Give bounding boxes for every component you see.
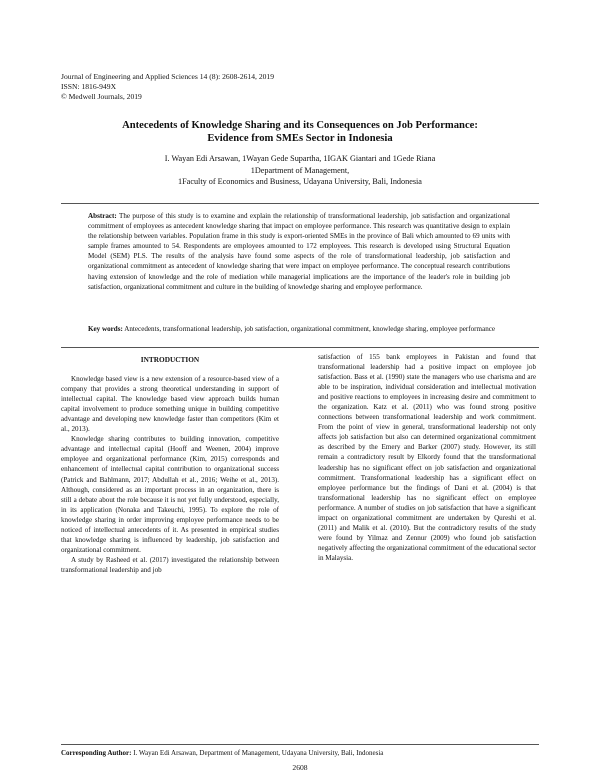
keywords-text: Antecedents, transformational leadership, job satisfaction, organizational commitment, knowledge sharing, employee performance bbox=[124, 325, 496, 333]
corresponding-author-text: I. Wayan Edi Arsawan, Department of Management, Udayana University, Bali, Indonesia bbox=[133, 749, 384, 757]
corresponding-author-label: Corresponding Author: bbox=[61, 749, 132, 757]
paper-title-line1: Antecedents of Knowledge Sharing and its Consequences on Job Performance: bbox=[122, 120, 478, 131]
keywords bbox=[88, 324, 510, 334]
journal-header bbox=[61, 72, 274, 102]
paragraph: Knowledge based view is a new extension of a resource-based view of a company that provides a strong theoretical understanding in support of intellectual capital. The knowledge based view approach builds human capital involvement to produce something unique in building competitive advantage and developing new knowledge faster than competitors (Kim et al., 2013). bbox=[61, 375, 279, 434]
paper-title-line2: Evidence from SMEs Sector in Indonesia bbox=[207, 132, 393, 144]
body-column-left bbox=[61, 352, 279, 575]
page-number: 2608 bbox=[292, 763, 308, 772]
divider-keywords bbox=[61, 347, 539, 348]
paper-title bbox=[70, 120, 530, 145]
divider-footer bbox=[61, 744, 539, 745]
paragraph: A study by Rasheed et al. (2017) investigated the relationship between transformational leadership and job bbox=[61, 555, 279, 574]
paragraph: satisfaction of 155 bank employees in Pakistan and found that transformational leadership had a positive impact on employee job satisfaction. Bass et al. (1990) state the managers who use charisma and are able to be inspiration, individual consideration and intellectual motivation and positive reactions to employees in increasing desire and commitment to the organization. Katz et al. (2011) who was found strong positive connections between transformational leadership and work commitment. From the point of view in general, transformational leadership not only affects job satisfaction but also can determined organizational commitment as described by the Emery and Barker (2007) study. However, its still remain a contradictory result by Elkordy found that the transformational leadership has no significant effect on job satisfaction and organizational commitment. Transformational leadership has a significant effect on employee performance but the findings of Dani et al. (2004) is that transformational leadership has no significant effect on employee performance. A number of studies on job satisfaction that have a significant impact on organizational commitment are undertaken by Qureshi et al. (2011) and Malik et al. (2010). But the contradictory results of the study were found by Yilmaz and Zennur (2009) who found job satisfaction negatively affecting the organizational commitment of the educational sector in Malaysia. bbox=[318, 353, 536, 562]
journal-copyright: © Medwell Journals, 2019 bbox=[61, 92, 142, 101]
abstract bbox=[88, 211, 510, 292]
author-department: 1Department of Management, bbox=[250, 165, 350, 175]
body-column-right bbox=[318, 352, 536, 563]
abstract-text: The purpose of this study is to examine and explain the relationship of transformational leadership, job satisfaction and organizational commitment of employees as antecedent knowledge sharing that impact on employee performance. This research was quantitative design to explain the relationship between variables. Population frame in this study is export-oriented SMEs in the province of Bali which amounted to 69 units with sample frames amounted to 54. Respondents are employees amounted to 172 employees. This research is developed using Structural Equation Model (SEM) PLS. The results of the analysis have found some aspects of the role of transformational leadership, job satisfaction and organizational commitment as antecedent of knowledge sharing that were impact on employee performance. The conceptual research contributions having extension of knowledge and the role of mediation while managerial implications are the importance of the leader's role in building job satisfaction, organizational commitment and culture in the building of knowledge sharing and employee performance. bbox=[88, 212, 510, 291]
keywords-label: Key words: bbox=[88, 325, 123, 333]
journal-citation: Journal of Engineering and Applied Sciences 14 (8): 2608-2614, 2019 bbox=[61, 72, 275, 81]
abstract-label: Abstract: bbox=[88, 212, 117, 220]
journal-issn: ISSN: 1816-949X bbox=[61, 82, 117, 91]
author-block bbox=[70, 153, 530, 188]
corresponding-author bbox=[61, 749, 539, 757]
divider-top bbox=[61, 203, 539, 204]
section-heading-introduction: INTRODUCTION bbox=[140, 355, 200, 364]
paragraph: Knowledge sharing contributes to building innovation, competitive advantage and intellectual capital (Hooff and Weenen, 2004) improve employee and organizational performance (Kim, 2015) corresponds and enhancement of intellectual capital contribution to organizational success (Patrick and Bahlmann, 2017; Abdullah et al., 2016; Weihe et al., 2013). Although, considered as an important process in an organization, there is still a debate about the role because it is not yet fully understood, especially, in its application (Nonaka and Takeuchi, 1995). To explore the role of knowledge sharing in order improving employee performance needs to be noticed of intellectual antecedents of it. As presented in empirical studies that knowledge sharing is influenced by leadership, job satisfaction and organizational commitment. bbox=[61, 435, 279, 554]
author-names: I. Wayan Edi Arsawan, 1Wayan Gede Supartha, 1IGAK Giantari and 1Gede Riana bbox=[164, 154, 436, 163]
author-affiliation: 1Faculty of Economics and Business, Udayana University, Bali, Indonesia bbox=[178, 177, 422, 186]
